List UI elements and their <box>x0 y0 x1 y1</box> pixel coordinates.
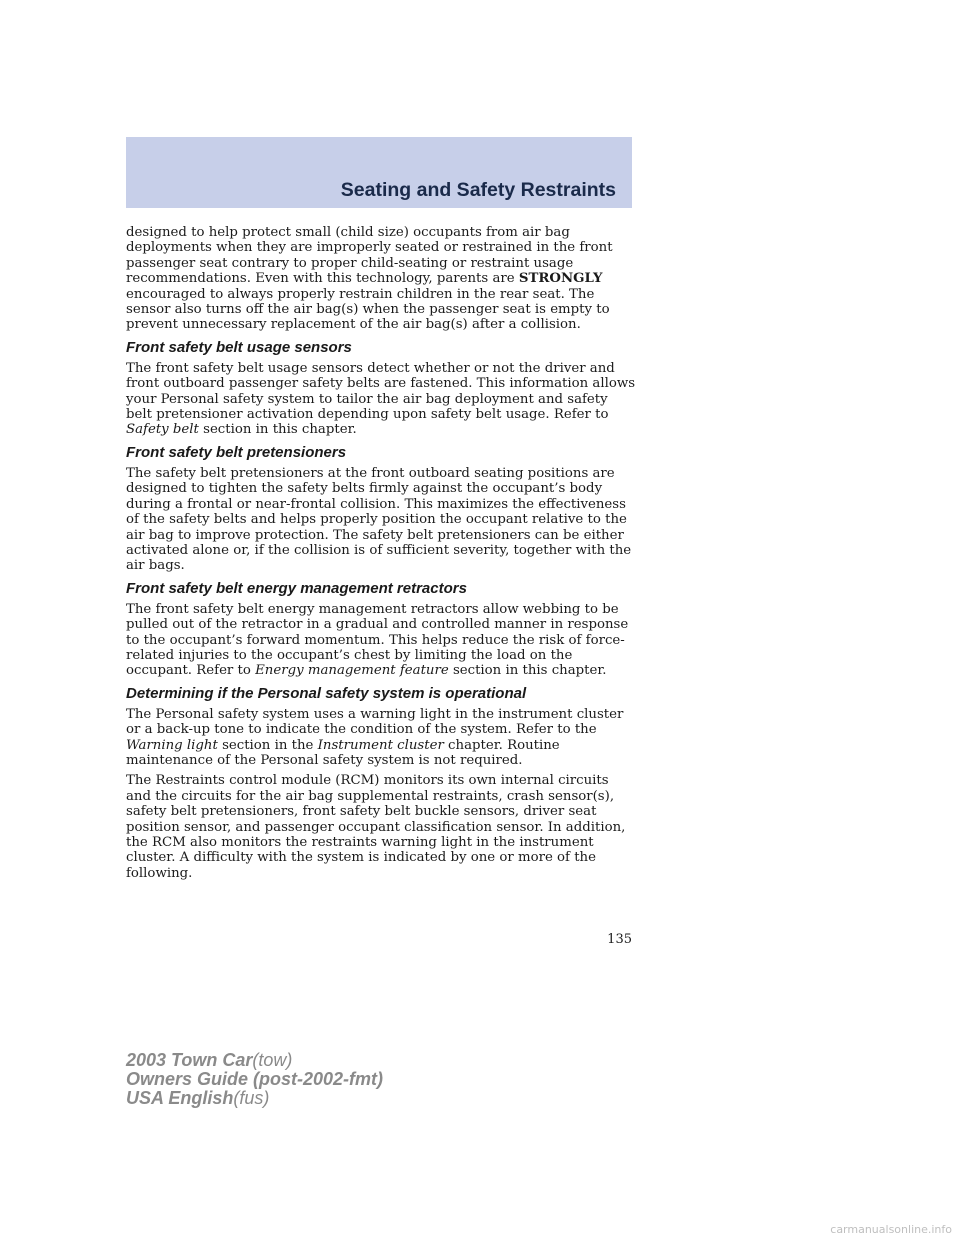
paragraph-energy-retractors: The front safety belt energy management retractors allow webbing to be pulled out of the retractor in a gradual and controlled manner in response to the occupant’s forward momentum. This helps reduce the risk of force-related injuries to the occupant’s chest by limiting the load on the occupant. Refer to Energy management feature section in this chapter. <box>126 601 629 679</box>
document-footer <box>126 1051 383 1108</box>
emphasis-strongly: STRONGLY <box>518 271 603 287</box>
ref-safety-belt: Safety belt <box>126 422 199 438</box>
footer-line-guide: Owners Guide (post-2002-fmt) <box>126 1069 384 1089</box>
paragraph-rcm: The Restraints control module (RCM) monitors its own internal circuits and the circuits for the air bag supplemental restraints, crash sensor(s), safety belt pretensioners, front safety belt buckle sensors, driver seat position sensor, and passenger occupant classification sensor. In addition, the RCM also monitors the restraints warning light in the instrument cluster. A difficulty with the system is indicated by one or more of the following. <box>126 773 626 881</box>
paragraph-warning-light: The Personal safety system uses a warning light in the instrument cluster or a back-up tone to indicate the condition of the system. Refer to the Warning light section in the Instrument cluster chapter. Routine maintenance of the Personal safety system is not required. <box>126 706 624 768</box>
paragraph-pretensioners: The safety belt pretensioners at the front outboard seating positions are designed to tighten the safety belts firmly against the occupant’s body during a frontal or near-frontal collision. This maximizes the effectiveness of the safety belts and helps properly position the occupant relative to the air bag to improve protection. The safety belt pretensioners can be either activated alone or, if the collision is of sufficient severity, together with the air bags. <box>126 465 632 574</box>
heading-energy-retractors: Front safety belt energy management retractors <box>126 579 467 597</box>
paragraph-usage-sensors: The front safety belt usage sensors detect whether or not the driver and front outboard passenger safety belts are fastened. This information allows your Personal safety system to tailor the air bag deployment and safety belt pretensioner activation depending upon safety belt usage. Refer to Safety belt section in this chapter. <box>126 360 636 438</box>
footer-line-model: 2003 Town Car(tow) <box>126 1050 293 1070</box>
site-watermark: carmanualsonline.info <box>830 1223 952 1236</box>
body-text-column <box>126 225 636 886</box>
heading-system-operational: Determining if the Personal safety system is operational <box>126 684 527 702</box>
page-number: 135 <box>607 932 632 947</box>
ref-energy-management: Energy management feature <box>255 663 449 679</box>
footer-line-language: USA English(fus) <box>126 1088 270 1108</box>
ref-instrument-cluster: Instrument cluster <box>317 737 444 753</box>
intro-paragraph: designed to help protect small (child size) occupants from air bag deployments when they are improperly seated or restrained in the front passenger seat contrary to proper child-seating or restraint usage recommendations. Even with this technology, parents are STRONGLY encouraged to always properly restrain children in the rear seat. The sensor also turns off the air bag(s) when the passenger seat is empty to prevent unnecessary replacement of the air bag(s) after a collision. <box>126 225 613 333</box>
section-header-band <box>126 137 632 208</box>
heading-usage-sensors: Front safety belt usage sensors <box>126 338 352 356</box>
section-title: Seating and Safety Restraints <box>340 179 616 201</box>
ref-warning-light: Warning light <box>126 737 218 753</box>
heading-pretensioners: Front safety belt pretensioners <box>126 443 347 461</box>
